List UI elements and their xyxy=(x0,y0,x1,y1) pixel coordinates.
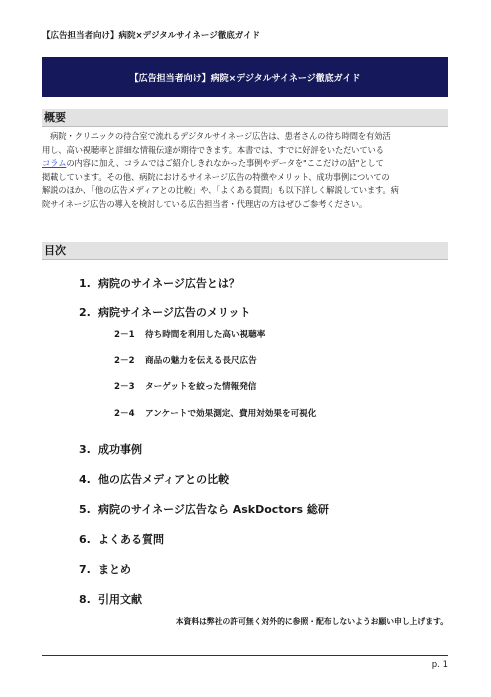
toc-item-label: まとめ xyxy=(98,563,131,576)
toc-item-label: 引用文献 xyxy=(98,593,142,606)
toc-item[interactable] xyxy=(79,304,250,320)
toc-subitem-number: 2－1 xyxy=(114,330,135,340)
toc-item-number: 7. xyxy=(79,563,91,576)
overview-line: 掲載しています。その他、病院におけるサイネージ広告の特徴やメリット、成功事例についての xyxy=(42,171,390,182)
toc-item-number: 6. xyxy=(79,533,91,546)
toc-item-label: 他の広告メディアとの比較 xyxy=(98,473,230,486)
overview-heading: 概要 xyxy=(42,109,448,127)
overview-line-rest: の内容に加え、コラムではご紹介しきれなかった事例やデータを"ここだけの話"として xyxy=(66,158,384,168)
toc-subitem-label: アンケートで効果測定、費用対効果を可視化 xyxy=(145,409,317,419)
toc-subitem-number: 2－2 xyxy=(114,356,135,366)
toc-item-label: 病院のサイネージ広告なら AskDoctors 総研 xyxy=(98,503,329,516)
toc-subitem-label: 商品の魅力を伝える長尺広告 xyxy=(145,356,257,366)
banner-title: 【広告担当者向け】病院×デジタルサイネージ徹底ガイド xyxy=(129,73,361,84)
toc-subitem-label: 待ち時間を利用した高い視聴率 xyxy=(145,330,266,340)
overview-line xyxy=(42,157,450,171)
overview-text xyxy=(42,130,450,211)
toc-item-number: 1. xyxy=(79,277,91,290)
toc-subitem[interactable] xyxy=(114,328,265,340)
toc-item-number: 8. xyxy=(79,593,91,606)
toc-subitem[interactable] xyxy=(114,354,257,366)
toc-item[interactable] xyxy=(79,441,142,457)
overview-line: 解説のほか、「他の広告メディアとの比較」や、「よくある質問」も以下詳しく解説しています。病 xyxy=(42,185,399,195)
toc-item[interactable] xyxy=(79,561,131,577)
toc-subitem-label: ターゲットを絞った情報発信 xyxy=(145,382,257,392)
toc-subitem[interactable] xyxy=(114,380,256,392)
column-link[interactable]: コラム xyxy=(42,158,67,168)
toc-item-label: 病院のサイネージ広告とは？ xyxy=(98,277,240,290)
toc-item-number: 5. xyxy=(79,503,91,516)
toc-item-number: 3. xyxy=(79,443,91,456)
toc-subitem-number: 2－4 xyxy=(114,409,135,419)
toc-item-label: 成功事例 xyxy=(98,443,142,456)
toc-item[interactable] xyxy=(79,531,164,547)
toc-item[interactable] xyxy=(79,471,229,487)
toc-item-number: 2. xyxy=(79,306,91,319)
toc-subitem-number: 2－3 xyxy=(114,382,135,392)
footer-divider xyxy=(42,655,448,656)
overview-line: 病院・クリニックの待合室で流れるデジタルサイネージ広告は、患者さんの待ち時間を有効活 xyxy=(42,131,391,141)
toc-item[interactable] xyxy=(79,275,240,291)
toc-item[interactable] xyxy=(79,591,142,607)
toc-item[interactable] xyxy=(79,501,329,517)
toc-item-number: 4. xyxy=(79,473,91,486)
toc-subitem[interactable] xyxy=(114,407,316,419)
overview-line: 院サイネージ広告の導入を検討している広告担当者・代理店の方はぜひご参考ください。 xyxy=(42,198,368,209)
toc-item-label: よくある質問 xyxy=(98,533,164,546)
page-number: p. 1 xyxy=(431,660,448,670)
title-banner xyxy=(42,57,448,97)
confidentiality-notice: 本資料は弊社の許可無く対外的に参照・配布しないようお願い申し上げます。 xyxy=(175,617,448,626)
toc-heading: 目次 xyxy=(42,242,448,260)
toc-item-label: 病院サイネージ広告のメリット xyxy=(98,306,251,319)
running-header-title: 【広告担当者向け】病院×デジタルサイネージ徹底ガイド xyxy=(42,31,261,41)
overview-line: 用し、高い視聴率と詳細な情報伝達が期待できます。本書では、すでに好評をいただいている xyxy=(42,144,384,155)
